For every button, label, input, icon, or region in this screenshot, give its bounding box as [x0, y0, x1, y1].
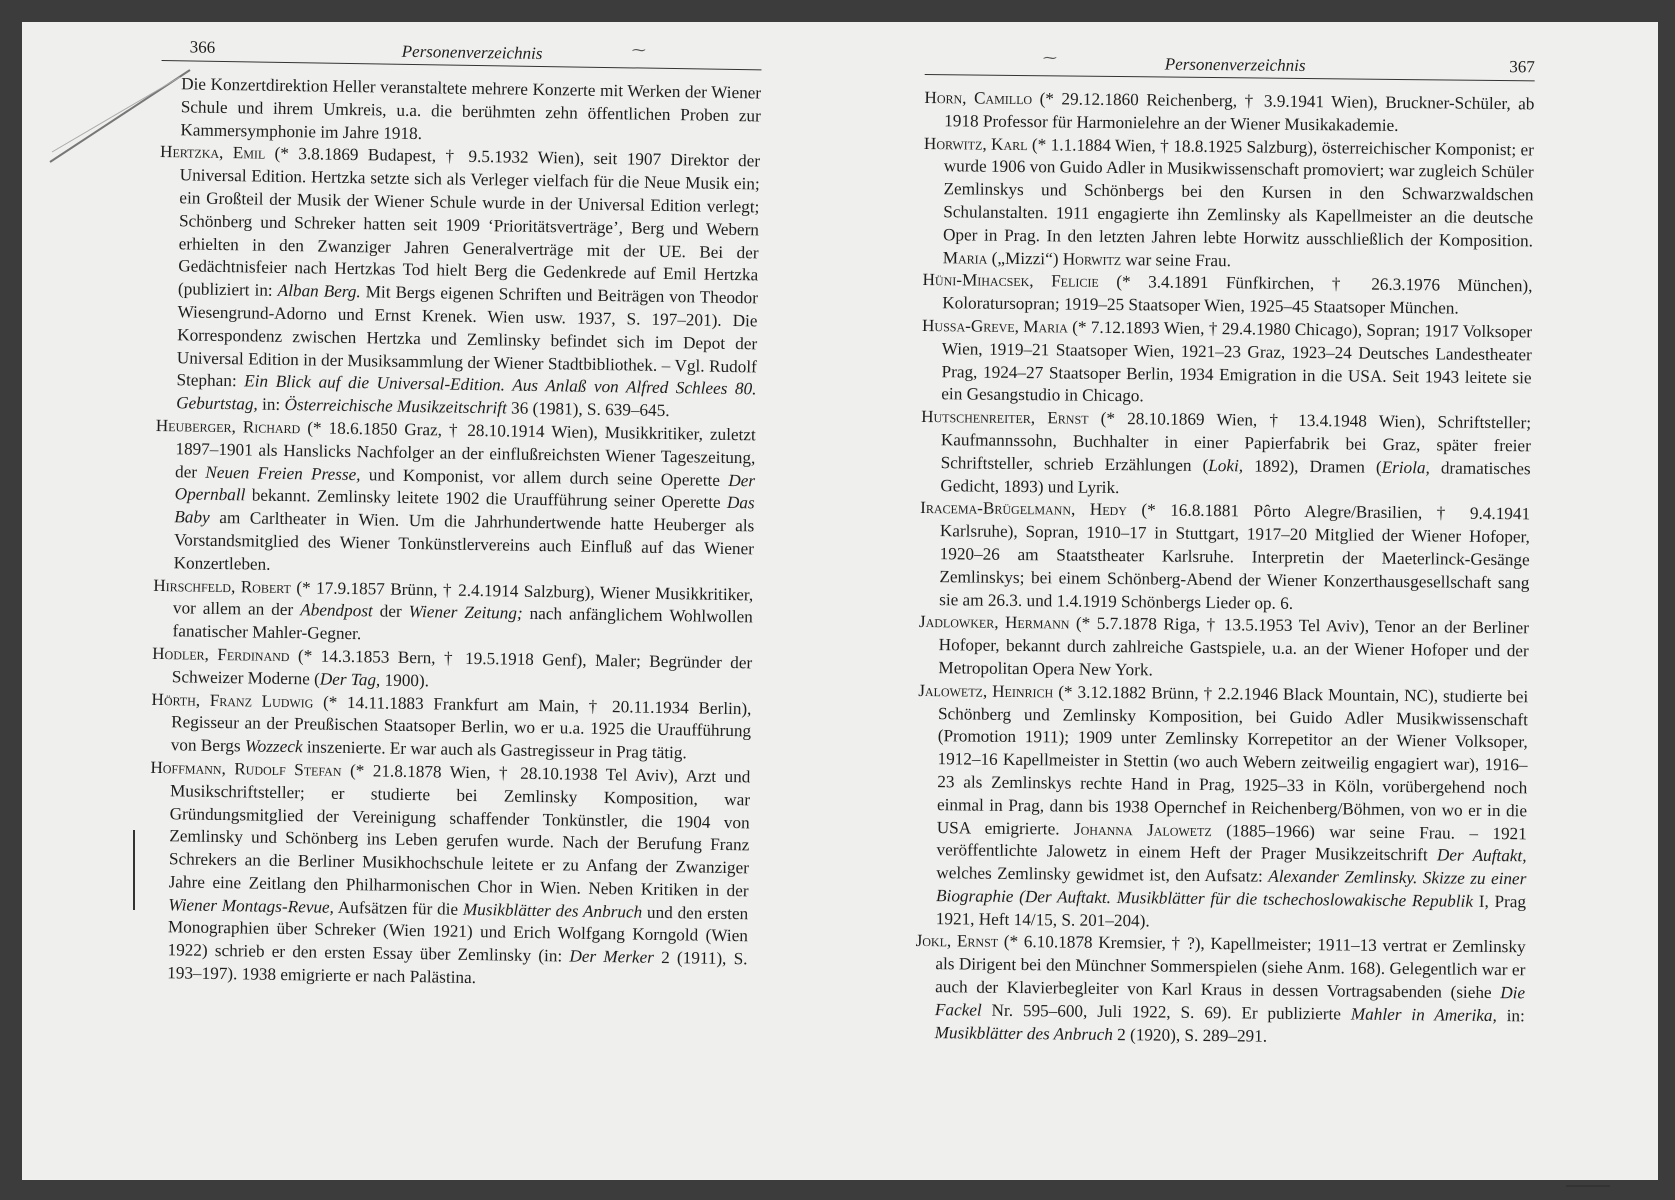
- entry-name: Jokl, Ernst: [915, 931, 999, 952]
- entry-text: Mit Bergs eigenen Schriften und Beiträgen von Theodor Wiesengrund-Adorno und Ernst Krenek. Wien usw. 1937, S. 197–201). Die Korrespondenz zwischen Hertzka und Zemlinsky befindet sich im Depot der Universal Edition in der Musiksammlung der Wiener Stadtbibliothek. – Vgl. Rudolf Stephan:: [176, 282, 759, 391]
- margin-line: [133, 830, 135, 910]
- right-page: [915, 46, 1535, 1051]
- entry-title-italic: Wiener Zeitung;: [408, 602, 523, 624]
- entry-text: 36 (1981), S. 639–645.: [506, 398, 670, 421]
- entry-title-italic: Alban Berg.: [277, 281, 361, 302]
- left-page: [147, 32, 762, 994]
- index-entry: [924, 87, 1534, 139]
- index-entry: [920, 406, 1531, 504]
- index-entry: [151, 688, 752, 766]
- index-entry: [923, 133, 1534, 276]
- index-entry: [153, 415, 755, 584]
- entry-text: dramatisches Gedicht, 1893) und Lyrik.: [940, 458, 1531, 497]
- right-running-head: [925, 46, 1535, 81]
- index-entry: [156, 141, 760, 424]
- entry-text: (1885–1966) war seine Frau. – 1921 veröffentlichte Jalowetz in einem Heft der Prager Musikzeitschrift: [936, 820, 1527, 865]
- entry-title-italic: Alexander Zemlinsky. Skizze zu einer Biographie (Der Auftakt. Musikblätter für die tschechoslowakische Republik: [936, 866, 1527, 911]
- scanned-sheet: [22, 22, 1658, 1180]
- entry-title-italic: Loki,: [1208, 455, 1244, 476]
- entry-text: (* 3.4.1891 Fünfkirchen, † 26.3.1976 München), Koloratursopran; 1919–25 Staatsoper Wien, 1925–45 Staatsoper München.: [942, 272, 1533, 318]
- entry-text: (* 21.8.1878 Wien, † 28.10.1938 Tel Aviv), Arzt und Musikschriftsteller; er studierte bei Zemlinsky Komposition, war Gründungsmitglied der Vereinigung schaffender Tonkünstler, die 1904 von Zemlinsky und Schönberg ins Leben gerufen wurde. Nach der Berufung Franz Schrekers an die Berliner Musikhochschule leitete er zu Anfang der Zwanziger Jahre eine Zeitlang den Philharmonischen Chor in Wien. Neben Kritiken in der: [168, 760, 751, 901]
- entry-text: und den ersten Monographien über Schreker (Wien 1921) und Erich Wolfgang Korngold (Wien 1922) schrieb er den ersten Essay über Zemlinsky (in:: [167, 902, 749, 966]
- left-running-head: [162, 32, 762, 70]
- entry-text: 2 (1911), S. 193–197). 1938 emigrierte er nach Palästina.: [167, 948, 748, 988]
- entry-name: Heuberger, Richard: [155, 415, 301, 438]
- index-entry: [922, 269, 1532, 321]
- entry-text: (* 16.8.1881 Pôrto Alegre/Brasilien, † 9.4.1941 Karlsruhe), Sopran, 1910–17 in Stuttgart, 1917–20 Mitglied der Wiener Hofoper, 1920–26 am Staatstheater Karlsruhe. Interpretin der Maeterlinck-Gesänge Zemlinskys; bei einem Schönberg-Abend der Wiener Konzerthausgesellschaft sang sie am 26.3. und 1.4.1919 Schönbergs Lieder op. 6.: [939, 500, 1531, 613]
- entry-name: Horwitz, Karl: [923, 133, 1028, 154]
- entry-title-italic: Musikblätter des Anbruch: [462, 899, 643, 922]
- entry-text: war seine Frau.: [1121, 249, 1232, 270]
- entry-text: bekannt. Zemlinsky leitete 1902 die Uraufführung seiner Operette: [245, 485, 728, 513]
- entry-text: (* 3.12.1882 Brünn, † 2.2.1946 Black Mountain, NC), studierte bei Schönberg und Zemlinsky Komposition, bei Guido Adler Musikwissenschaft (Promotion 1911); 1909 unter Zemlinsky Korrepetitor an der Wiener Volksoper, 1912–16 Kapellmeister in Stettin (wo auch Webern zeitweilig engagiert war), 1916–23 als Zemlinskys rechte Hand in Prag, 1925–33 in Köln, vorübergehend noch einmal in Prag, dann bis 1938 Opernchef in Reichenberg/Böhmen, von wo er in die USA emigrierte.: [936, 682, 1529, 839]
- entry-name: Iracema-Brügelmann, Hedy: [920, 498, 1128, 520]
- entry-person-name: Horwitz: [1062, 249, 1122, 269]
- index-entry: [147, 757, 751, 994]
- entry-name: Jalowetz, Heinrich: [918, 680, 1054, 702]
- entry-name: Hüni-Mihacsek, Felicie: [922, 270, 1099, 292]
- entry-text: Nr. 595–600, Juli 1922, S. 69). Er publizierte: [981, 1000, 1351, 1024]
- index-entry: [152, 574, 753, 652]
- left-running-title: Personenverzeichnis: [401, 41, 543, 63]
- index-entry: [915, 930, 1526, 1050]
- entry-title-italic: Wiener Montags-Revue,: [168, 894, 335, 917]
- right-page-number: 367: [1509, 57, 1535, 77]
- bottom-mark: [1566, 1185, 1610, 1187]
- entry-text: am Carltheater in Wien. Um die Jahrhundertwende hatte Heuberger als Vorstandsmitglied des Wiener Tonkünstlervereins auch Einfluß auf das Wiener Konzertleben.: [173, 507, 755, 574]
- right-running-title: Personenverzeichnis: [1164, 54, 1306, 75]
- index-entry: [916, 680, 1529, 937]
- entry-text: welches Zemlinsky gewidmet ist, den Aufsatz:: [936, 863, 1269, 886]
- index-entry: [921, 315, 1532, 413]
- entry-text: 2 (1920), S. 289–291.: [1112, 1024, 1268, 1046]
- entry-name: Hussa-Greve, Maria: [921, 315, 1068, 337]
- index-entry: [918, 611, 1529, 686]
- entry-title-italic: Der Tag,: [319, 669, 381, 690]
- entry-text: (* 3.8.1869 Budapest, † 9.5.1932 Wien), seit 1907 Direktor der Universal Edition. Hertzka setzte sich als Verleger vielfach für die Neue Musik ein; ein Großteil der Musik der Wiener Schule wurde in der Universal Edition verlegt; Schönberg und Schreker hatten seit 1909 ‘Prioritätsverträge’, Berg und Webern erhielten in den Zwanziger Jahren Generalverträge mit der UE. Bei der Gedächtnisfeier nach Hertzkas Tod hielt Berg die Gedenkrede auf Emil Hertzka (publiziert in:: [177, 144, 761, 301]
- entry-name: Hertzka, Emil: [159, 142, 266, 164]
- entry-text: (* 17.9.1857 Brünn, † 2.4.1914 Salzburg), Wiener Musikkritiker, vor allem an der: [172, 577, 754, 620]
- entry-text: (* 28.10.1869 Wien, † 13.4.1948 Wien), Schriftsteller; Kaufmannssohn, Buchhalter in einer Papierfabrik bei Graz, später freier Schriftsteller, schrieb Erzählungen (: [940, 408, 1532, 475]
- intro-paragraph: Die Konzertdirektion Heller veranstaltete mehrere Konzerte mit Werken der Wiener Schule und ihrem Umkreis, u.a. die berühmten zehn öffentlichen Proben zur Kammersymphonie im Jahre 1918.: [180, 74, 762, 143]
- left-page-number: 366: [189, 37, 216, 57]
- flourish-ornament: ⁓: [631, 43, 646, 59]
- entry-text: 1900).: [380, 670, 430, 690]
- entry-title-italic: Eriola,: [1381, 457, 1430, 478]
- entry-title-italic: Der Merker: [569, 946, 655, 968]
- entry-text: („Mizzi“): [987, 248, 1063, 269]
- entry-text: (* 7.12.1893 Wien, † 29.4.1980 Chicago), Sopran; 1917 Volksoper Wien, 1919–21 Staatsoper Wien, 1921–23 Graz, 1923–24 Deutsches Landestheater Prag, 1924–27 Staatsoper Berlin, 1934 Emigration in die USA. Seit 1943 leitete sie ein Gesangstudio in Chicago.: [941, 317, 1533, 406]
- flourish-ornament: ⁓: [1042, 51, 1057, 67]
- entry-title-italic: Der Opernball: [174, 470, 756, 505]
- index-entry: [919, 497, 1530, 617]
- entry-name: Hirschfeld, Robert: [153, 575, 292, 597]
- entry-name: Hodler, Ferdinand: [152, 643, 290, 666]
- entry-title-italic: Abendpost: [300, 600, 373, 621]
- entry-text: (* 18.6.1850 Graz, † 28.10.1914 Wien), Musikkritiker, zuletzt 1897–1901 als Hanslicks Nachfolger an der einflußreichsten Wiener Tageszeitung, der: [174, 418, 756, 482]
- entry-text: (* 14.11.1883 Frankfurt am Main, † 20.11.1934 Berlin), Regisseur an der Preußischen Staatsoper Berlin, wo er u.a. 1925 die Uraufführung von Bergs: [170, 691, 752, 756]
- entry-text: (* 1.1.1884 Wien, † 18.8.1925 Salzburg), österreichischer Komponist; er wurde 1906 von Guido Adler in Musikwissenschaft promoviert; war zugleich Schüler Zemlinskys und Schönbergs bei den Kursen in den Schwarzwaldschen Schulanstalten. 1911 engagierte ihn Zemlinsky als Kapellmeister an die deutsche Oper in Prag. In den letzten Jahren lebte Horwitz ausschließlich der Komposition.: [942, 134, 1535, 251]
- entry-title-italic: Österreichische Musikzeitschrift: [284, 395, 507, 418]
- right-entry-list: [915, 87, 1535, 1051]
- entry-text: der: [372, 601, 409, 622]
- entry-title-italic: Musikblätter des Anbruch: [934, 1022, 1113, 1044]
- entry-title-italic: Das Baby: [174, 493, 755, 527]
- entry-text: in:: [257, 394, 285, 415]
- entry-name: Jadlowker, Hermann: [918, 612, 1070, 633]
- entry-text: Aufsätzen für die: [333, 897, 464, 919]
- entry-text: inszenierte. Er war auch als Gastregisseur in Prag tätig.: [302, 737, 687, 763]
- entry-text: I, Prag 1921, Heft 14/15, S. 201–204).: [935, 891, 1527, 931]
- entry-name: Hutschenreiter, Ernst: [921, 407, 1089, 428]
- entry-text: (* 5.7.1878 Riga, † 13.5.1953 Tel Aviv), Tenor an der Berliner Hofoper, bekannt durch zahlreiche Gastspiele, u.a. an der Wiener Hofoper und der Metropolitan Opera New York.: [938, 613, 1530, 680]
- entry-title-italic: Der Auftakt,: [1436, 845, 1527, 866]
- entry-text: und Komponist, vor allem durch seine Operette: [360, 464, 729, 490]
- entry-name: Hoffmann, Rudolf Stefan: [150, 757, 342, 780]
- entry-title-italic: Wozzeck: [244, 736, 303, 757]
- entry-text: (* 6.10.1878 Kremsier, † ?), Kapellmeister; 1911–13 vertrat er Zemlinsky als Dirigent bei den Münchner Sommerspielen (siehe Anm. 168). Gelegentlich war er auch der Klavierbegleiter von Karl Kraus in dessen Vortragsabenden (siehe: [935, 932, 1526, 1003]
- entry-title-italic: Mahler in Amerika,: [1350, 1004, 1497, 1025]
- entry-title-italic: Neuen Freien Presse,: [205, 462, 361, 484]
- entry-title-italic: Ein Blick auf die Universal-Edition. Aus Anlaß von Alfred Schlees 80. Geburtstag,: [176, 371, 757, 414]
- entry-text: 1892), Dramen (: [1243, 456, 1382, 477]
- entry-text: (* 29.12.1860 Reichenberg, † 3.9.1941 Wien), Bruckner-Schüler, ab 1918 Professor für Harmonielehre an der Wiener Musikakademie.: [944, 89, 1535, 135]
- entry-person-name: Maria: [942, 247, 988, 268]
- entry-text: nach anfänglichem Wohlwollen fanatischer Mahler-Gegner.: [172, 604, 754, 644]
- entry-title-italic: Die Fackel: [934, 983, 1526, 1020]
- entry-name: Hörth, Franz Ludwig: [151, 689, 314, 711]
- entry-text: (* 14.3.1853 Bern, † 19.5.1918 Genf), Maler; Begründer der Schweizer Moderne (: [171, 646, 753, 689]
- entry-text: in:: [1496, 1005, 1525, 1026]
- left-entry-list: [147, 141, 760, 994]
- entry-person-name: Johanna Jalowetz: [1073, 819, 1212, 840]
- entry-name: Horn, Camillo: [924, 87, 1033, 109]
